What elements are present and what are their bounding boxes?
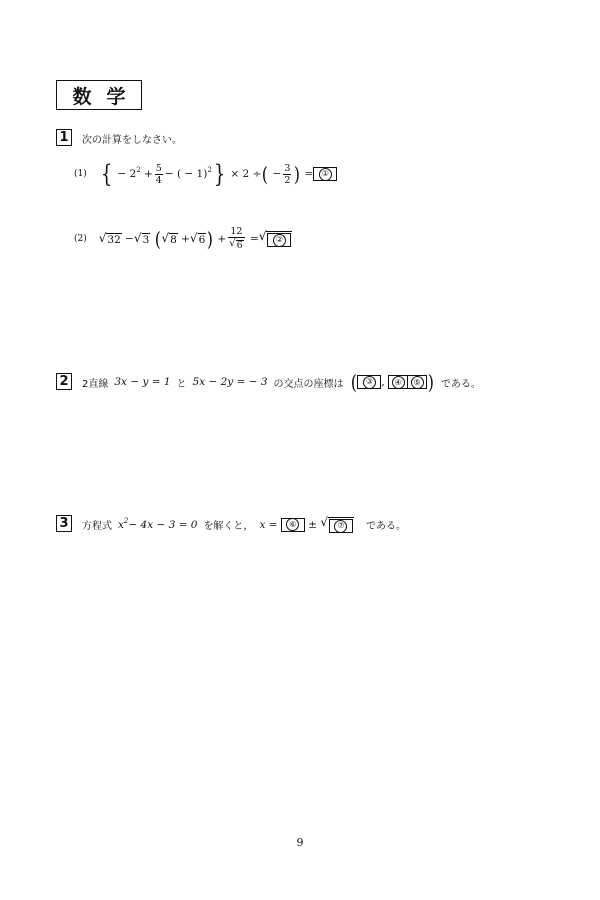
radicand: 8 [170, 233, 177, 246]
fraction-denominator: 4 [155, 174, 162, 186]
fraction-denominator: √ 6 [229, 238, 243, 251]
answer-box-label: ⑥ [286, 518, 299, 531]
page-number: 9 [296, 836, 304, 849]
sqrt-6: √ 6 [189, 230, 206, 246]
title-char-2: 学 [106, 85, 126, 108]
answer-cell-4[interactable] [389, 376, 407, 388]
fraction-numerator: 3 [284, 162, 291, 174]
fraction-denominator: 2 [284, 174, 291, 186]
question-2-number: 2 [56, 373, 72, 390]
answer-box-6[interactable] [281, 518, 305, 532]
subject-title [56, 80, 142, 110]
question-3-number: 3 [56, 515, 72, 532]
sqrt-8: √ 8 [161, 230, 177, 246]
sqrt-32: √ 32 [98, 230, 121, 246]
fraction-numerator: 12 [230, 226, 243, 237]
left-brace: { [100, 160, 113, 188]
q2-middle: の交点の座標は [273, 378, 344, 390]
answer-box-7[interactable] [329, 519, 353, 533]
sqrt-answer: √ ② [259, 230, 293, 247]
fraction-5-4 [155, 163, 163, 186]
right-paren: ) [294, 162, 301, 186]
title-char-1: 数 [72, 85, 92, 108]
answer-box-label: ① [319, 168, 332, 181]
left-paren: ( [154, 226, 161, 251]
answer-box-label: ② [273, 234, 286, 247]
question-1-number: 1 [56, 129, 72, 146]
right-paren: ) [427, 370, 435, 394]
equation-2: 5x − 2y = − 3 [192, 376, 268, 388]
part-1-label: (1) [74, 169, 87, 179]
fraction-12-sqrt6 [228, 226, 244, 251]
answer-box-label: ⑦ [334, 520, 347, 533]
question-1-part-1: (1) { − $2^2$ + $\frac{5}{4}$ − ( − 1)$^2$ } × 2 ÷ ( − $\frac{3}{2}$ ) = ① [74, 162, 337, 186]
q2-prefix: 2直線 [82, 378, 109, 390]
left-paren: ( [350, 370, 357, 394]
q3-middle: を解くと， [203, 521, 254, 532]
right-paren: ) [207, 226, 214, 251]
radicand: 32 [107, 233, 121, 246]
q3-prefix: 方程式 [82, 521, 112, 532]
answer-box-label: ③ [363, 376, 376, 389]
q3-suffix: である。 [365, 521, 406, 532]
question-1-instruction: 次の計算をしなさい。 [82, 135, 182, 146]
question-3-text: 方程式 $x^2$ − 4x − 3 = 0 を解くと， x = ⑥ ± √ ⑦ である。 [82, 515, 406, 532]
part-2-label: (2) [74, 233, 87, 244]
radicand: 6 [198, 233, 206, 246]
answer-box-label: ⑤ [411, 376, 424, 389]
answer-box-1[interactable] [313, 167, 337, 181]
fraction-3-2 [283, 163, 291, 186]
q2-suffix: である。 [440, 378, 481, 390]
left-paren: ( [262, 162, 269, 186]
q2-conjunction: と [176, 378, 187, 390]
answer-box-2[interactable] [267, 233, 291, 247]
answer-box-label: ④ [392, 376, 405, 389]
sqrt-answer: √ ⑦ [320, 516, 354, 533]
answer-box-4-5[interactable] [388, 375, 427, 389]
equation-rest: − 4x − 3 = 0 [128, 518, 198, 531]
right-brace: } [213, 160, 226, 188]
sqrt-3: √ 3 [133, 230, 150, 246]
answer-box-3[interactable] [357, 375, 381, 389]
question-2-text: 2直線 3x − y = 1 と 5x − 2y = − 3 の交点の座標は ( ③ , ④ ⑤ ) である。 [82, 370, 481, 394]
radicand: 3 [142, 233, 150, 246]
equation-1: 3x − y = 1 [114, 376, 171, 388]
radicand: 6 [236, 240, 243, 251]
fraction-numerator: 5 [155, 162, 162, 174]
answer-cell-5[interactable] [407, 376, 426, 388]
question-1-part-2: (2) √ 32 − √ 3 ( √ 8 + √ 6 ) + 12 √ 6 = √ ② [74, 226, 292, 251]
